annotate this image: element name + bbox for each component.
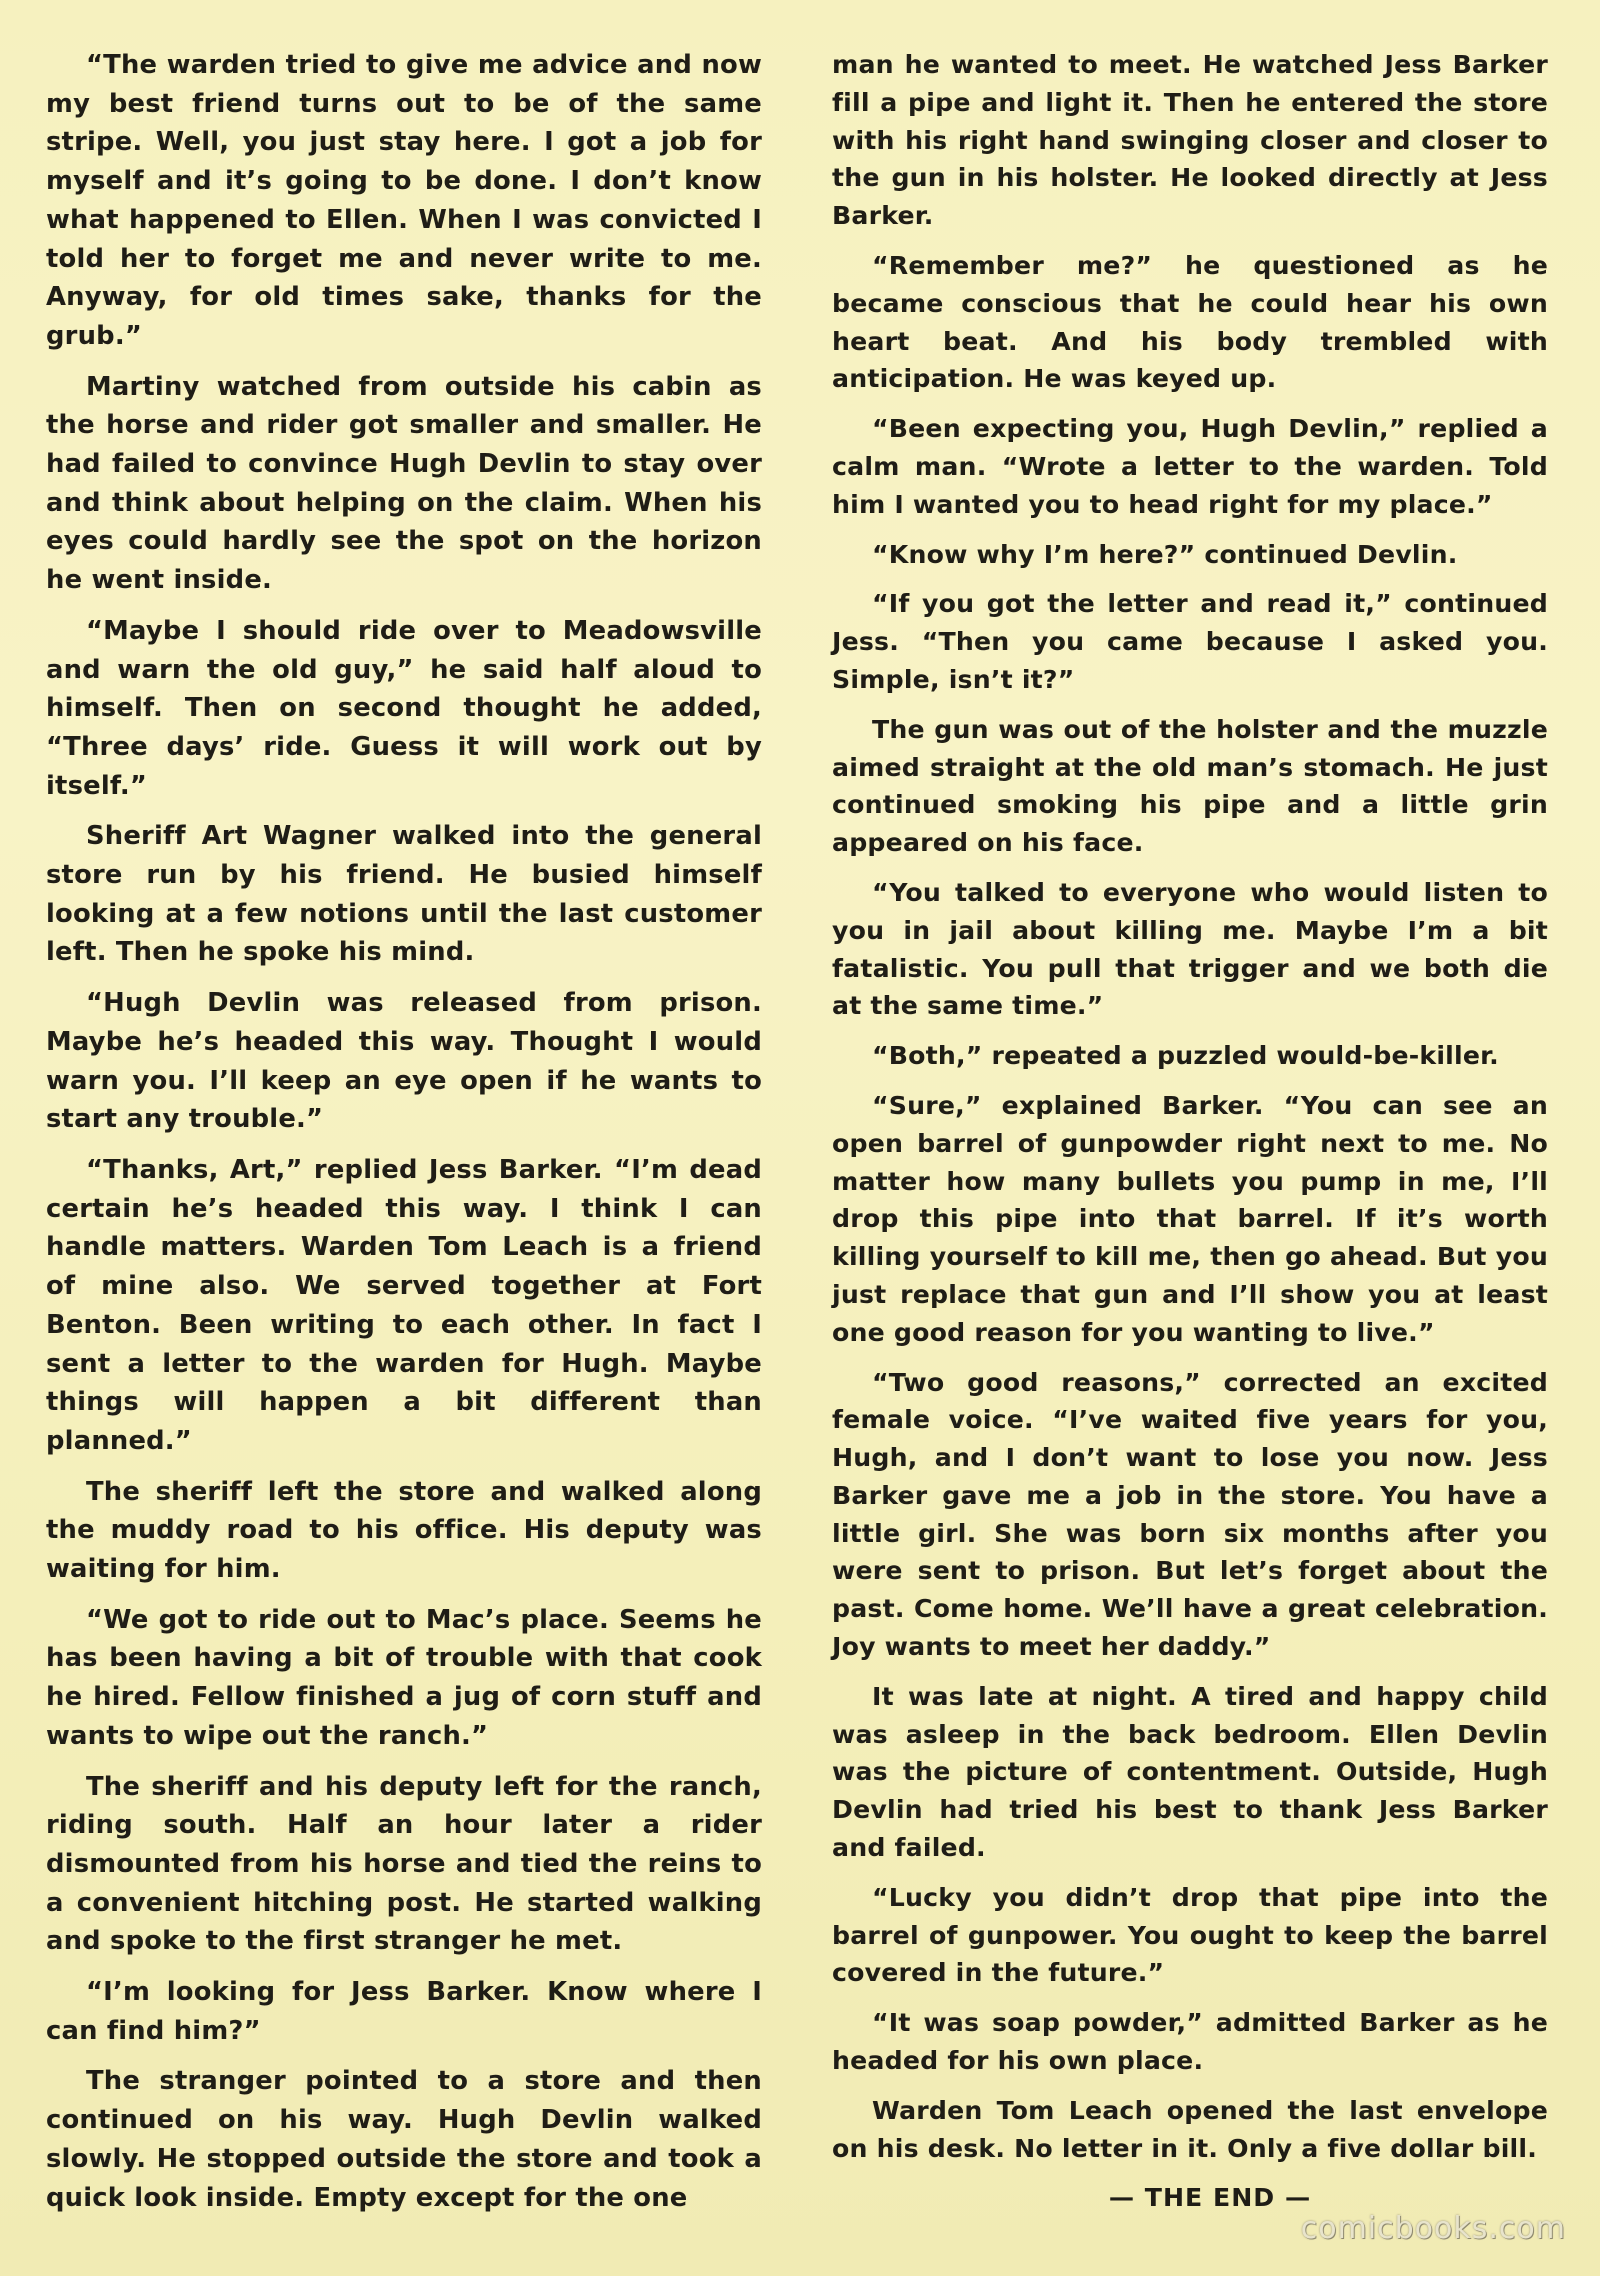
paragraph-continuation: man he wanted to meet. He watched Jess Barker fill a pipe and light it. Then he entered the store with his right hand swinging closer and closer to the gun in his holster. He looked directly at Jess Barker. xyxy=(832,50,1548,231)
paragraph: The sheriff and his deputy left for the ranch, riding south. Half an hour later a rider dismounted from his horse and tied the reins to a convenient hitching post. He started walking and spoke to the first stranger he met. xyxy=(46,1771,762,1957)
paragraph: It was late at night. A tired and happy child was asleep in the back bedroom. Ellen Devlin was the picture of contentment. Outside, Hugh Devlin had tried his best to thank Jess Barker and failed. xyxy=(832,1681,1548,1863)
paragraph: “The warden tried to give me advice and now my best friend turns out to be of the same stripe. Well, you just stay here. I got a job for myself and it’s going to be done. I don’t know what happened to Ellen. When I was convicted I told her to forget me and never write to me. Anyway, for old times sake, thanks for the grub.” xyxy=(46,50,762,351)
paragraph: Martiny watched from outside his cabin as the horse and rider got smaller and smaller. He had failed to convince Hugh Devlin to stay over and think about helping on the claim. When his eyes could hardly see the spot on the horizon he went inside. xyxy=(46,371,762,596)
watermark: comicbooks.com xyxy=(1300,2211,1566,2246)
paragraph: “Lucky you didn’t drop that pipe into the barrel of gunpower. You ought to keep the barrel covered in the future.” xyxy=(832,1882,1548,1988)
paragraph: “Two good reasons,” corrected an excited female voice. “I’ve waited five years for you, Hugh, and I don’t want to lose you now. Jess Barker gave me a job in the store. You have a little girl. She was born six months after you were sent to prison. But let’s forget about the past. Come home. We’ll have a great celebration. Joy wants to meet her daddy.” xyxy=(832,1367,1548,1662)
paragraph: “You talked to everyone who would listen to you in jail about killing me. Maybe I’m a bit fatalistic. You pull that trigger and we both die at the same time.” xyxy=(832,877,1548,1021)
paragraph: “Been expecting you, Hugh Devlin,” replied a calm man. “Wrote a letter to the warden. Told him I wanted you to head right for my place.” xyxy=(832,414,1548,519)
paragraph: Warden Tom Leach opened the last envelope on his desk. No letter in it. Only a five dollar bill. xyxy=(832,2095,1548,2163)
paragraph: “Both,” repeated a puzzled would-be-killer. xyxy=(872,1041,1499,1071)
paragraph: “Thanks, Art,” replied Jess Barker. “I’m dead certain he’s headed this way. I think I can handle matters. Warden Tom Leach is a friend of mine also. We served together at Fort Benton. Been writing to each other. In fact I sent a letter to the warden for Hugh. Maybe things will happen a bit different than planned.” xyxy=(46,1154,762,1456)
paragraph: “If you got the letter and read it,” continued Jess. “Then you came because I asked you. Simple, isn’t it?” xyxy=(832,589,1548,694)
paragraph: “Know why I’m here?” continued Devlin. xyxy=(872,539,1458,569)
paragraph: The sheriff left the store and walked along the muddy road to his office. His deputy was waiting for him. xyxy=(46,1476,762,1585)
paragraph: “Sure,” explained Barker. “You can see an open barrel of gunpowder right next to me. No matter how many bullets you pump in me, I’ll drop this pipe into that barrel. If it’s worth killing yourself to kill me, then go ahead. But you just replace that gun and I’ll show you at least one good reason for you wanting to live.” xyxy=(832,1090,1548,1347)
paragraph: “Hugh Devlin was released from prison. Maybe he’s headed this way. Thought I would warn you. I’ll keep an eye open if he wants to start any trouble.” xyxy=(46,988,762,1135)
paragraph: The stranger pointed to a store and then continued on his way. Hugh Devlin walked slowly. He stopped outside the store and took a quick look inside. Empty except for the one xyxy=(46,2066,762,2213)
paragraph: Sheriff Art Wagner walked into the general store run by his friend. He busied himself looking at a few notions until the last customer left. Then he spoke his mind. xyxy=(46,821,762,968)
paragraph: “I’m looking for Jess Barker. Know where I can find him?” xyxy=(46,1977,762,2046)
left-column xyxy=(46,46,762,2229)
paragraph: “Maybe I should ride over to Meadowsville and warn the old guy,” he said half aloud to himself. Then on second thought he added, “Three days’ ride. Guess it will work out by itself.” xyxy=(46,615,762,801)
right-column xyxy=(832,46,1548,2229)
paragraph: The gun was out of the holster and the muzzle aimed straight at the old man’s stomach. He just continued smoking his pipe and a little grin appeared on his face. xyxy=(832,714,1548,858)
paragraph: “We got to ride out to Mac’s place. Seems he has been having a bit of trouble with that cook he hired. Fellow finished a jug of corn stuff and wants to wipe out the ranch.” xyxy=(46,1604,762,1751)
paragraph: “Remember me?” he questioned as he became conscious that he could hear his own heart beat. And his body trembled with anticipation. He was keyed up. xyxy=(832,250,1548,394)
paragraph: “It was soap powder,” admitted Barker as he headed for his own place. xyxy=(832,2008,1548,2076)
the-end-marker: — THE END — xyxy=(1108,2183,1312,2213)
